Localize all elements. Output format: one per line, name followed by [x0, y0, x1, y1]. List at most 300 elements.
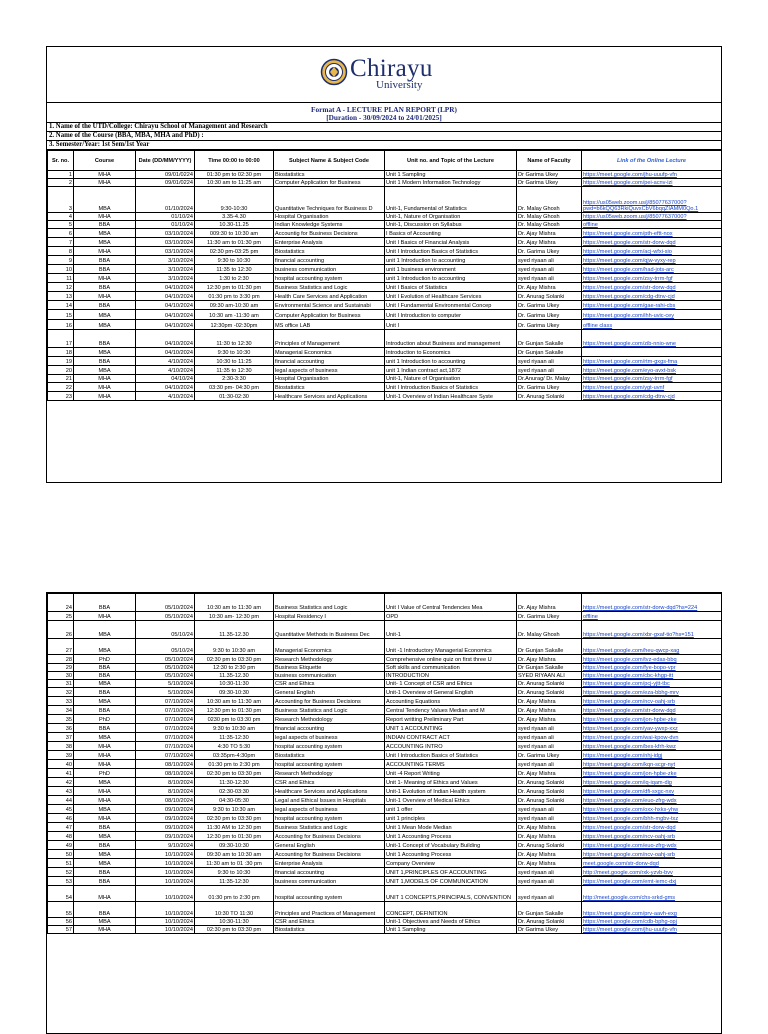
cell-unit: Company Overview — [385, 859, 517, 868]
cell-link[interactable]: https://meet.google.com/rtm-gxgs-fma — [582, 357, 722, 366]
cell-unit: Central Tendency Values Median and M — [385, 706, 517, 715]
cell-time: 9:30 to 10:30 — [195, 256, 274, 265]
table-row — [48, 179, 722, 187]
cell-faculty: syed riyaan ali — [517, 760, 582, 769]
cell-link[interactable]: https://meet.google.com/eza-bbhg-mrv — [582, 688, 722, 697]
cell-faculty: Dr. Anurag Solanki — [517, 680, 582, 688]
cell-unit: Soft skills and communication — [385, 664, 517, 672]
cell-course: MHA — [74, 751, 136, 760]
cell-unit: Report writting Preliminary Part — [385, 715, 517, 724]
cell-link[interactable]: https://meet.google.com/tvz-edas-bbq — [582, 655, 722, 664]
cell-link[interactable]: https://meet.google.com/oxx-hxks-yhw — [582, 805, 722, 814]
cell-subject: Environmental Science and Sustainabi — [274, 301, 385, 310]
cell-unit: ACCOUNTING INTRO — [385, 742, 517, 751]
cell-unit: UNIT 1,PRINCIPLES OF ACCOUNTING — [385, 868, 517, 877]
cell-unit: Accounting Equations — [385, 697, 517, 706]
cell-link[interactable]: https://meet.google.com/had-jots-arc — [582, 265, 722, 274]
cell-sr: 52 — [48, 868, 74, 877]
cell-unit: Unit-1, Nature of Organisation — [385, 213, 517, 221]
cell-date: 8/10/2024 — [136, 787, 195, 796]
cell-link[interactable]: https://meet.google.com/ihh-uvic-cey — [582, 310, 722, 320]
table-row — [48, 715, 722, 724]
cell-sr: 6 — [48, 229, 74, 238]
cell-course: MHA — [74, 760, 136, 769]
cell-sr: 20 — [48, 366, 74, 375]
cell-faculty: Dr. Anurag Solanki — [517, 841, 582, 850]
cell-course: BBA — [74, 265, 136, 274]
table-row — [48, 301, 722, 310]
cell-subject: General English — [274, 841, 385, 850]
cell-date: 04/10/2024 — [136, 283, 195, 292]
table-row — [48, 672, 722, 680]
cell-link[interactable]: https://meet.google.com/ygt-uvnf — [582, 383, 722, 392]
cell-faculty: Dr. Ajay Mishra — [517, 229, 582, 238]
cell-subject: business communication — [274, 265, 385, 274]
cell-link[interactable]: https://meet.google.com/ncv-oahj-srb — [582, 832, 722, 841]
cell-course: MBA — [74, 918, 136, 926]
cell-sr: 12 — [48, 283, 74, 292]
cell-unit: unit 1 Introduction to accounting — [385, 357, 517, 366]
cell-sr: 7 — [48, 238, 74, 247]
cell-time: 02:30 pm to 03:30 pm — [195, 926, 274, 934]
cell-course: MHA — [74, 274, 136, 283]
cell-faculty: Dr. Garima Ukey — [517, 301, 582, 310]
cell-link[interactable]: https://meet.google.com/ncv-oahj-srb — [582, 697, 722, 706]
cell-link[interactable]: https://meet.google.com/eyo-avxt-bsk — [582, 366, 722, 375]
cell-faculty: syed riyaan ali — [517, 724, 582, 733]
cell-time: 09:30-10:30 — [195, 688, 274, 697]
cell-date: 04/10/2024 — [136, 301, 195, 310]
cell-sr: 19 — [48, 357, 74, 366]
cell-faculty: syed riyaan ali — [517, 357, 582, 366]
cell-unit: INDIAN CONTRACT ACT — [385, 733, 517, 742]
cell-time: 9:30 to 10:30 — [195, 348, 274, 357]
table-row — [48, 796, 722, 805]
cell-faculty: Dr. Anurag Solanki — [517, 778, 582, 787]
table-row — [48, 823, 722, 832]
lecture-plan-table — [47, 150, 722, 401]
table-row — [48, 383, 722, 392]
table-row — [48, 841, 722, 850]
cell-date: 07/10/2024 — [136, 697, 195, 706]
table-row — [48, 724, 722, 733]
cell-course: MHA — [74, 179, 136, 187]
cell-link[interactable]: https://meet.google.com/pcj-yjtt-tbc — [582, 680, 722, 688]
cell-time: 10:30 to 11:25 — [195, 357, 274, 366]
cell-date: 07/10/2024 — [136, 733, 195, 742]
university-emblem-icon — [320, 58, 348, 86]
cell-faculty: Dr. Garima Ukey — [517, 383, 582, 392]
cell-faculty: Dr Gunjan Sakalle — [517, 664, 582, 672]
cell-unit: Comprehensive online quiz on first three U — [385, 655, 517, 664]
cell-unit: Unit-1 Overview of General English — [385, 688, 517, 697]
table-row — [48, 238, 722, 247]
cell-date: 10/10/2024 — [136, 902, 195, 918]
cell-link[interactable]: http://meet.google.com/rxk-yzvb-bvv — [582, 868, 722, 877]
cell-link[interactable]: https://meet.google.com/str-dorw-dqd — [582, 823, 722, 832]
cell-date: 5/10/2024 — [136, 680, 195, 688]
university-subtitle: University — [376, 79, 423, 91]
cell-sr: 3 — [48, 187, 74, 213]
cell-faculty: syed riyaan ali — [517, 733, 582, 742]
cell-unit: Unit I Value of Central Tendencies Mea — [385, 594, 517, 612]
table-row — [48, 187, 722, 213]
cell-subject: hospital accounting system — [274, 760, 385, 769]
cell-link[interactable]: https://meet.google.com/nhj-idgj — [582, 751, 722, 760]
cell-unit: unit 1 principles — [385, 814, 517, 823]
col-header-faculty: Name of Faculty — [517, 151, 582, 171]
cell-time: 12:30 pm to 01:30 pm — [195, 832, 274, 841]
col-header-course: Course — [74, 151, 136, 171]
cell-sr: 9 — [48, 256, 74, 265]
cell-time: 9:30 to 10:30 am — [195, 805, 274, 814]
cell-unit: Unit I Basics of Financial Analysis — [385, 238, 517, 247]
cell-sr: 24 — [48, 594, 74, 612]
cell-time: 02:30 pm to 03:30 pm — [195, 769, 274, 778]
cell-sr: 35 — [48, 715, 74, 724]
table-row — [48, 375, 722, 383]
cell-sr: 36 — [48, 724, 74, 733]
cell-date: 09/10/2024 — [136, 823, 195, 832]
cell-subject: hospital accounting system — [274, 814, 385, 823]
cell-date: 10/10/2024 — [136, 868, 195, 877]
cell-link[interactable]: https://meet.google.com/str-dorw-dqd — [582, 238, 722, 247]
cell-faculty: syed riyaan ali — [517, 256, 582, 265]
cell-subject: Computer Application for Business — [274, 310, 385, 320]
cell-date: 4/10/2024 — [136, 392, 195, 401]
cell-link[interactable]: https://meet.google.com/bhh-mgbv-txz — [582, 814, 722, 823]
cell-date: 5/10/2024 — [136, 688, 195, 697]
cell-unit: unit 1 Introduction to accounting — [385, 256, 517, 265]
cell-faculty: Dr Garima Ukey — [517, 171, 582, 179]
cell-faculty: Dr Gunjan Sakalle — [517, 902, 582, 918]
cell-link[interactable]: https://meet.google.com/cdg-dtnv-cjd — [582, 292, 722, 301]
cell-date: 10/10/2024 — [136, 918, 195, 926]
cell-link[interactable]: https://meet.google.com/euo-zfrg-wdx — [582, 796, 722, 805]
cell-course: MHA — [74, 612, 136, 621]
cell-time: 10.30-11.25 — [195, 221, 274, 229]
table-row — [48, 751, 722, 760]
cell-unit: Unit I — [385, 320, 517, 330]
cell-faculty: syed riyaan ali — [517, 366, 582, 375]
cell-faculty: Dr. Ajay Mishra — [517, 594, 582, 612]
cell-link[interactable]: https://meet.google.com/zsy-trrm-fgf — [582, 274, 722, 283]
table-row — [48, 926, 722, 934]
cell-sr: 47 — [48, 823, 74, 832]
cell-date: 03/10/2024 — [136, 229, 195, 238]
table-row — [48, 330, 722, 348]
cell-link[interactable]: https://meet.google.com/zsy-trrm-fgf — [582, 375, 722, 383]
cell-link[interactable]: http://meet.google.com/chs-srkd-gms — [582, 886, 722, 902]
cell-link[interactable]: offline — [582, 221, 722, 229]
cell-link[interactable]: https://meet.google.com/jhu-uuufp-vfn — [582, 926, 722, 934]
cell-link[interactable]: https://meet.google.com/str-dorw-dqd — [582, 283, 722, 292]
cell-course: MBA — [74, 832, 136, 841]
cell-link[interactable]: https://meet.google.com/euo-zfrg-wdx — [582, 841, 722, 850]
cell-date: 07/10/2024 — [136, 706, 195, 715]
cell-unit: UNIT 1 CONCEPTS,PRINCIPALS, CONVENTION — [385, 886, 517, 902]
table-row — [48, 680, 722, 688]
cell-subject: financial accounting — [274, 868, 385, 877]
cell-date: 08/10/2024 — [136, 796, 195, 805]
cell-link[interactable]: https://meet.google.com/jon-hpbe-zke — [582, 715, 722, 724]
cell-subject: Biostatistics — [274, 926, 385, 934]
cell-faculty: Dr. Ajay Mishra — [517, 769, 582, 778]
cell-link[interactable]: https://meet.google.com/iq-iqam-dig — [582, 778, 722, 787]
table-row — [48, 733, 722, 742]
cell-date: 03/10/2024 — [136, 238, 195, 247]
cell-link[interactable]: https://meet.google.com/bes-kfrh-kwz — [582, 742, 722, 751]
table-row — [48, 320, 722, 330]
cell-unit: Unit I Evolution of Healthcare Services — [385, 292, 517, 301]
cell-link[interactable]: offline class — [582, 320, 722, 330]
cell-link[interactable]: https://us05web.zoom.us/j/85077637000? — [582, 213, 722, 221]
table-row — [48, 859, 722, 868]
cell-faculty: Dr Garima Ukey — [517, 926, 582, 934]
cell-course: BBA — [74, 330, 136, 348]
cell-date: 10/10/2024 — [136, 859, 195, 868]
cell-link[interactable]: https://meet.google.com/heu-qwcp-xag — [582, 639, 722, 655]
cell-sr: 28 — [48, 655, 74, 664]
cell-time: 11:30 am to 01 :30 pm — [195, 859, 274, 868]
cell-course: MBA — [74, 187, 136, 213]
cell-sr: 42 — [48, 778, 74, 787]
cell-subject: Business Statistics and Logic — [274, 283, 385, 292]
cell-link[interactable]: https://meet.google.com/kqn-scgr-nyt — [582, 760, 722, 769]
cell-faculty: Dr Gunjan Sakalle — [517, 348, 582, 357]
cell-faculty: Dr. Garima Ukey — [517, 247, 582, 256]
cell-faculty: Dr. Anurag Solanki — [517, 392, 582, 401]
cell-faculty: Dr. Anurag Solanki — [517, 292, 582, 301]
cell-link[interactable]: https://meet.google.com/jhu-uuufp-vfn — [582, 171, 722, 179]
cell-faculty: Dr. Anurag Solanki — [517, 688, 582, 697]
cell-date: 05/10/24 — [136, 639, 195, 655]
cell-link[interactable]: https://meet.google.com/cdb-bphg-opj — [582, 918, 722, 926]
cell-date: 3/10/2024 — [136, 274, 195, 283]
cell-sr: 5 — [48, 221, 74, 229]
cell-course: BBA — [74, 256, 136, 265]
cell-faculty: Dr Gunjan Sakalle — [517, 330, 582, 348]
table-header-row — [48, 151, 722, 171]
cell-unit: ACCOUNTING TERMS — [385, 760, 517, 769]
cell-date: 07/10/2024 — [136, 751, 195, 760]
cell-date: 4/10/2024 — [136, 366, 195, 375]
cell-subject: Biostatistics — [274, 751, 385, 760]
cell-sr: 37 — [48, 733, 74, 742]
cell-unit: CONCEPT, DEFINITION — [385, 902, 517, 918]
cell-date: 10/10/2024 — [136, 926, 195, 934]
cell-subject: Biostatistics — [274, 383, 385, 392]
cell-time: 12:30 pm to 01:30 pm — [195, 283, 274, 292]
cell-time: 2:30-3:30 — [195, 375, 274, 383]
cell-course: MHA — [74, 383, 136, 392]
cell-unit: Unit -1 Introductory Managerial Economics — [385, 639, 517, 655]
cell-time: 01:30-02:30 — [195, 392, 274, 401]
cell-faculty: syed riyaan ali — [517, 265, 582, 274]
cell-sr: 43 — [48, 787, 74, 796]
cell-sr: 39 — [48, 751, 74, 760]
cell-time: 0230 pm to 03:30 pm — [195, 715, 274, 724]
cell-date: 08/10/2024 — [136, 769, 195, 778]
cell-faculty: Dr. Malay Ghosh — [517, 187, 582, 213]
cell-link[interactable]: https://meet.google.com/qjw-vyxy-rep — [582, 256, 722, 265]
cell-unit: Unit-1 Overview of Indian Healthcare Syste — [385, 392, 517, 401]
cell-subject: Indian Knowledge Systems — [274, 221, 385, 229]
cell-course: PhD — [74, 769, 136, 778]
university-name: Chirayu — [350, 55, 433, 82]
cell-unit: Unit I Introduction Basics of Statistics — [385, 751, 517, 760]
cell-faculty: Dr. Ajay Mishra — [517, 715, 582, 724]
cell-link[interactable]: https://meet.google.com/dfi-sxgc-nxv — [582, 787, 722, 796]
cell-subject: Accounting for Business Decisions — [274, 832, 385, 841]
cell-link[interactable]: offline — [582, 612, 722, 621]
cell-subject: Research Methodology — [274, 769, 385, 778]
cell-link[interactable]: https://meet.google.com/jon-hpbe-zke — [582, 769, 722, 778]
cell-course: MHA — [74, 171, 136, 179]
cell-subject: CSR and Ethics — [274, 680, 385, 688]
cell-time: 11:35-12:30 — [195, 877, 274, 886]
cell-unit: INTRODUCTION — [385, 672, 517, 680]
cell-date: 8/10/2024 — [136, 778, 195, 787]
cell-link[interactable]: https://meet.google.com/wai-kpow-dvn — [582, 733, 722, 742]
cell-link[interactable]: https://meet.google.com/gae-rahi-cbs — [582, 301, 722, 310]
cell-sr: 30 — [48, 672, 74, 680]
cell-link[interactable]: https://meet.google.com/str-dorw-dqd?hs=224 — [582, 594, 722, 612]
cell-time: 01:30 pm to 2:30 pm — [195, 760, 274, 769]
col-header-subject: Subject Name & Subject Code — [274, 151, 385, 171]
cell-time: 11:30 am to 01:30 pm — [195, 238, 274, 247]
table-row — [48, 769, 722, 778]
cell-course: MBA — [74, 850, 136, 859]
cell-subject: Business Statistics and Logic — [274, 594, 385, 612]
cell-link[interactable]: meet.google.com/str-dorw-dqd — [582, 859, 722, 868]
cell-subject: CSR and Ethics — [274, 918, 385, 926]
cell-course: MBA — [74, 733, 136, 742]
cell-link[interactable]: https://meet.google.com/emt-iemc-dxj — [582, 877, 722, 886]
cell-unit: unit 1 offer — [385, 805, 517, 814]
cell-course: BBA — [74, 301, 136, 310]
cell-faculty: Dr Gunjan Sakalle — [517, 639, 582, 655]
cell-time: 09:30 am-10:30 am — [195, 301, 274, 310]
cell-link[interactable]: https://meet.google.com/prv-aavh-exg — [582, 902, 722, 918]
cell-course: MBA — [74, 320, 136, 330]
cell-time: 02:30 pm to 03:30 pm — [195, 814, 274, 823]
cell-time: 9:30 to 10:30 am — [195, 639, 274, 655]
cell-time: 12:30pm -02:30pm — [195, 320, 274, 330]
cell-link[interactable]: https://meet.google.com/acj-wfxi-sio — [582, 247, 722, 256]
cell-faculty: Dr. Garima Ukey — [517, 310, 582, 320]
cell-subject: hospital accounting system — [274, 274, 385, 283]
cell-faculty: Dr. Ajay Mishra — [517, 283, 582, 292]
cell-link[interactable]: https://meet.google.com/cdg-dtnv-cjd — [582, 392, 722, 401]
cell-link[interactable]: https://meet.google.com/cbc-khgp-itt — [582, 672, 722, 680]
cell-subject: Principles and Practices of Management — [274, 902, 385, 918]
cell-link[interactable]: https://meet.google.com/zib-nnio-wne — [582, 330, 722, 348]
table-row — [48, 778, 722, 787]
cell-unit: Unit I Basics of Statistics — [385, 283, 517, 292]
cell-link[interactable]: https://meet.google.com/pei-acnv-izi — [582, 179, 722, 187]
cell-time: 12:30 to 2:30 pm — [195, 664, 274, 672]
cell-faculty: SYED RIYAAN ALI — [517, 672, 582, 680]
cell-faculty: Dr Garima Ukey — [517, 179, 582, 187]
cell-unit: Unit-1, Nature of Organisation — [385, 375, 517, 383]
cell-faculty: Dr. Malay Ghosh — [517, 213, 582, 221]
cell-course: BBA — [74, 902, 136, 918]
report-title-block — [47, 103, 721, 123]
table-row — [48, 877, 722, 886]
cell-faculty: syed riyaan ali — [517, 877, 582, 886]
cell-subject: Business Statistics and Logic — [274, 706, 385, 715]
cell-faculty: syed riyaan ali — [517, 274, 582, 283]
cell-link[interactable]: https://meet.google.com/yav-ywxp-xxz — [582, 724, 722, 733]
cell-date: 01/10/2024 — [136, 187, 195, 213]
col-header-time: Time 00:00 to 00:00 — [195, 151, 274, 171]
cell-unit: UNIT 1,MODELS OF COMMUNICATION — [385, 877, 517, 886]
cell-unit: Unit- 1 Concept of CSR and Ethics — [385, 680, 517, 688]
table-body — [48, 171, 722, 401]
col-header-sr: Sr. no. — [48, 151, 74, 171]
cell-date: 05/10/2024 — [136, 672, 195, 680]
cell-subject: Hospital Residency I — [274, 612, 385, 621]
cell-time: 01:30 pm to 02:30 pm — [195, 171, 274, 179]
cell-course: MBA — [74, 639, 136, 655]
cell-unit: Unit 1 Mean Mode Median — [385, 823, 517, 832]
cell-course: BBA — [74, 283, 136, 292]
cell-sr: 46 — [48, 814, 74, 823]
cell-unit: Unit I Fundamental Environmental Concep — [385, 301, 517, 310]
cell-course: MHA — [74, 213, 136, 221]
table-row — [48, 213, 722, 221]
cell-faculty: Dr. Anurag Solanki — [517, 787, 582, 796]
cell-unit: OPD — [385, 612, 517, 621]
cell-time: 11:30 to 12:30 — [195, 330, 274, 348]
cell-faculty: Dr. Ajay Mishra — [517, 697, 582, 706]
cell-unit: Unit-1, Fundamental of Statistics — [385, 187, 517, 213]
cell-course: MBA — [74, 348, 136, 357]
cell-faculty: syed riyaan ali — [517, 805, 582, 814]
cell-time: 9:30 to 10:30 — [195, 868, 274, 877]
cell-subject: Hospital Organisation — [274, 375, 385, 383]
cell-time: 12:30 pm to 01:30 pm — [195, 706, 274, 715]
cell-sr: 41 — [48, 769, 74, 778]
table-row — [48, 612, 722, 621]
cell-sr: 40 — [48, 760, 74, 769]
cell-unit: Unit-1 — [385, 621, 517, 639]
cell-subject: Computer Application for Business — [274, 179, 385, 187]
cell-link[interactable]: https://meet.google.com/ncv-oahj-srb — [582, 850, 722, 859]
cell-time: 10:30-11:30 — [195, 680, 274, 688]
cell-faculty: Dr. Garima Ukey — [517, 612, 582, 621]
cell-link[interactable]: https://us05web.zoom.us/j/85077637000?pwd=b6kQQ63RkiQuvxCbV6bqqZIAMM0Qo.1 — [582, 187, 722, 213]
cell-link[interactable]: https://meet.google.com/fye-bopo-vpr — [582, 664, 722, 672]
table-row — [48, 805, 722, 814]
cell-course: MHA — [74, 742, 136, 751]
cell-link[interactable]: https://meet.google.com/str-dorw-dqd — [582, 706, 722, 715]
cell-link[interactable]: https://meet.google.com/pth-eftt-nox — [582, 229, 722, 238]
cell-sr: 33 — [48, 697, 74, 706]
cell-subject: financial accounting — [274, 724, 385, 733]
cell-sr: 4 — [48, 213, 74, 221]
cell-course: MBA — [74, 805, 136, 814]
cell-course: PhD — [74, 715, 136, 724]
cell-unit: Unit 1 Sampling — [385, 171, 517, 179]
cell-date: 04/10/2024 — [136, 320, 195, 330]
cell-subject: Quantitative Techniques for Business D — [274, 187, 385, 213]
cell-sr: 57 — [48, 926, 74, 934]
cell-subject: Research Methodology — [274, 715, 385, 724]
cell-link[interactable]: https://meet.google.com/xbr-gxaf-tio?hs=151 — [582, 621, 722, 639]
report-duration: [Duration - 30/09/2024 to 24/01/2025] — [326, 113, 442, 122]
